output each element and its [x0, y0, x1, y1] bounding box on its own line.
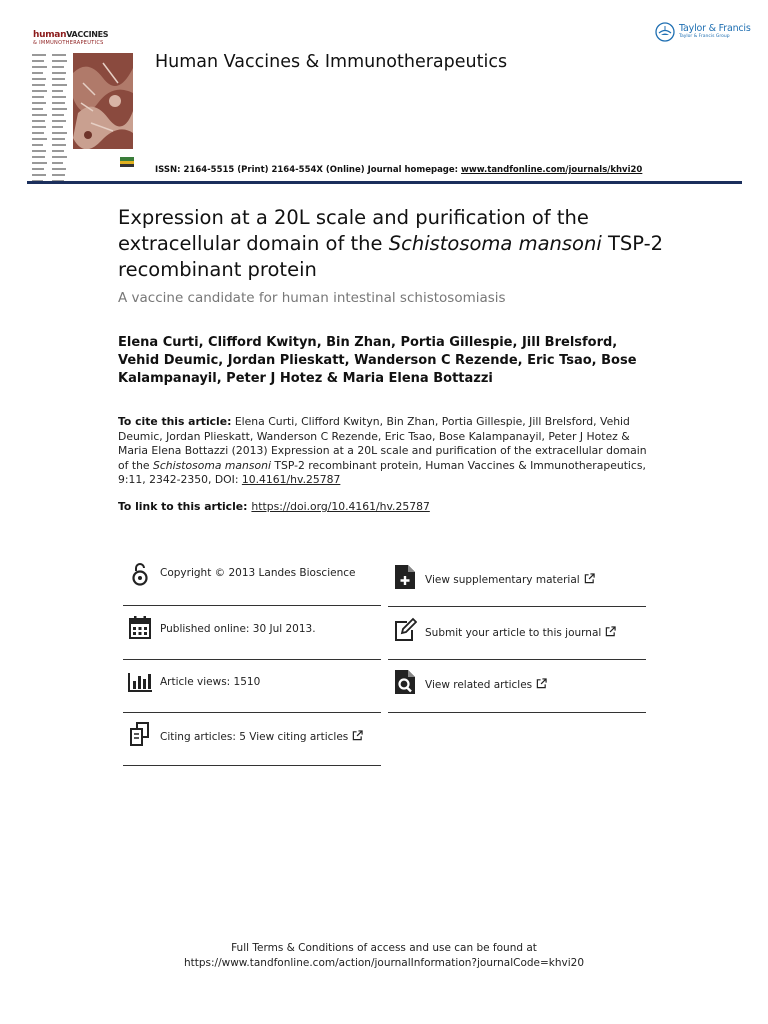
- divider: [388, 712, 646, 713]
- calendar-icon: [128, 614, 152, 640]
- external-link-icon: [536, 678, 547, 689]
- published-date-text: Published online: 30 Jul 2013.: [160, 623, 316, 635]
- citing-articles-link[interactable]: Citing articles: 5 View citing articles: [160, 730, 363, 743]
- terms-line: Full Terms & Conditions of access and use can be found at: [231, 942, 537, 954]
- article-title: Expression at a 20L scale and purification of the extracellular domain of the Schistosoma mansoni TSP-2 recombinant protein: [118, 206, 664, 281]
- copyright-cell: [123, 555, 380, 607]
- divider: [388, 659, 646, 660]
- author-list: Elena Curti, Clifford Kwityn, Bin Zhan, Portia Gillespie, Jill Brelsford, Vehid Deumic, Jordan Plieskatt, Wanderson C Rezende, Eric Tsao, Bose Kalampanayil, Peter J Hotez & Maria Elena Bottazzi: [118, 335, 637, 386]
- published-cell: [123, 608, 380, 660]
- submit-cell[interactable]: [388, 611, 646, 663]
- related-cell[interactable]: [388, 663, 646, 715]
- article-subtitle: A vaccine candidate for human intestinal schistosomiasis: [118, 290, 506, 306]
- supplementary-material-link[interactable]: View supplementary material: [425, 573, 595, 586]
- related-articles-link[interactable]: View related articles: [425, 678, 547, 691]
- supplementary-file-icon: [393, 564, 417, 590]
- article-views-text: Article views: 1510: [160, 676, 261, 688]
- external-link-icon: [352, 730, 363, 741]
- citing-articles-icon: [128, 721, 152, 747]
- open-access-icon: [128, 561, 152, 587]
- external-link-icon: [605, 626, 616, 637]
- bar-chart-icon: [128, 667, 152, 693]
- related-search-icon: [393, 669, 417, 695]
- cover-logo: humanVACCINES: [33, 30, 109, 40]
- journal-homepage-link[interactable]: www.tandfonline.com/journals/khvi20: [461, 165, 643, 175]
- copyright-text: Copyright © 2013 Landes Bioscience: [160, 567, 356, 579]
- article-link-line: To link to this article: https://doi.org/10.4161/hv.25787: [118, 500, 430, 513]
- publisher-group: Taylor & Francis Group: [679, 34, 730, 39]
- divider: [123, 605, 381, 606]
- divider: [123, 659, 381, 660]
- crossmark-icon[interactable]: [120, 157, 134, 167]
- cover-logo-subtitle: & IMMUNOTHERAPEUTICS: [33, 40, 104, 46]
- divider: [388, 606, 646, 607]
- cover-artwork: [73, 53, 133, 149]
- edit-icon: [393, 617, 417, 643]
- citing-cell[interactable]: [123, 715, 380, 767]
- journal-cover-thumbnail: [30, 28, 134, 164]
- cover-contents-list: [32, 54, 70, 184]
- submit-article-link[interactable]: Submit your article to this journal: [425, 626, 616, 639]
- citation-block: To cite this article: Elena Curti, Clifford Kwityn, Bin Zhan, Portia Gillespie, Jill Brelsford, Vehid Deumic, Jordan Plieskatt, Wanderson C Rezende, Eric Tsao, Bose Kalampanayil, Peter J Hotez & Maria Elena Bottazzi (2013) Expression at a 20L scale and purification of the extracellular domain of the Schistosoma mansoni TSP-2 recombinant protein, Human Vaccines & Immunotherapeutics, 9:11, 2342-2350, DOI: 10.4161/hv.25787: [118, 415, 647, 487]
- external-link-icon: [584, 573, 595, 584]
- terms-footer: [0, 941, 768, 971]
- divider: [123, 765, 381, 766]
- doi-link[interactable]: 10.4161/hv.25787: [241, 473, 341, 487]
- divider: [123, 712, 381, 713]
- publisher-name: Taylor & Francis: [679, 23, 751, 34]
- journal-title: Human Vaccines & Immunotherapeutics: [155, 52, 508, 72]
- terms-url[interactable]: https://www.tandfonline.com/action/journalInformation?journalCode=khvi20: [183, 957, 585, 969]
- supplementary-cell[interactable]: [388, 558, 646, 610]
- issn-line: ISSN: 2164-5515 (Print) 2164-554X (Online) Journal homepage: www.tandfonline.com/journals/khvi20: [155, 165, 643, 175]
- article-doi-link[interactable]: https://doi.org/10.4161/hv.25787: [251, 500, 430, 513]
- taylor-francis-logo-icon: [655, 22, 675, 42]
- header-rule: [27, 181, 742, 184]
- views-cell: [123, 661, 380, 713]
